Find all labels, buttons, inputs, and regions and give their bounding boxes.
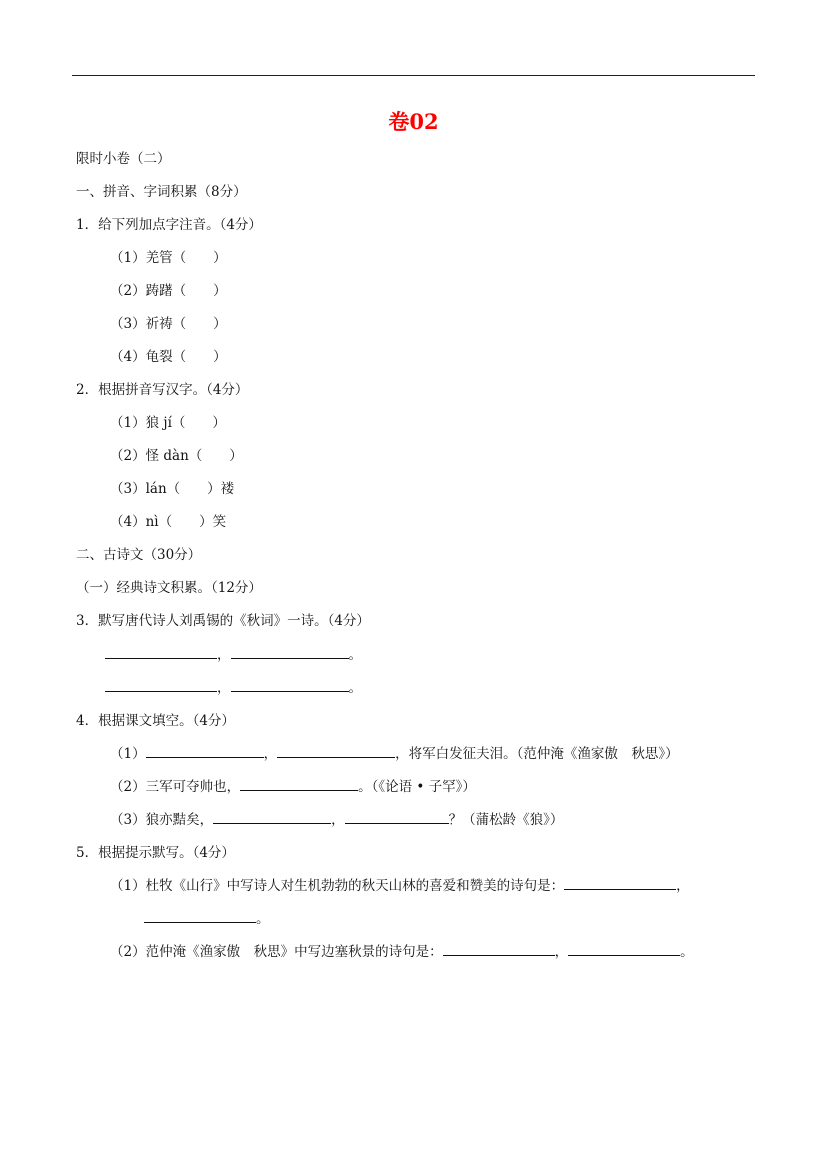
answer-blank[interactable] <box>231 646 349 659</box>
question-2: 2．根据拼音写汉字。（4分） <box>76 382 249 398</box>
answer-blank[interactable] <box>240 778 358 791</box>
fill-item-continued: 。 <box>144 910 270 928</box>
subtitle: 限时小卷（二） <box>76 151 171 167</box>
section-heading: 二、古诗文（30分） <box>76 547 202 563</box>
question-3: 3．默写唐代诗人刘禹锡的《秋词》一诗。（4分） <box>76 613 370 629</box>
list-item: （3）祈祷（ ） <box>110 316 227 332</box>
question-1: 1．给下列加点字注音。（4分） <box>76 217 262 233</box>
answer-line: ， 。 <box>105 646 362 664</box>
header-rule <box>72 75 755 76</box>
list-item: （3）lán（ ）褛 <box>110 481 235 497</box>
list-item: （4）龟裂（ ） <box>110 349 227 365</box>
question-5: 5．根据提示默写。（4分） <box>76 845 235 861</box>
list-item: （1）狼 jí（ ） <box>110 415 226 431</box>
answer-blank[interactable] <box>443 943 555 956</box>
list-item: （4）nì（ ）笑 <box>110 514 227 530</box>
answer-blank[interactable] <box>146 745 264 758</box>
answer-blank[interactable] <box>213 811 331 824</box>
fill-item: （2）范仲淹《渔家傲 秋思》中写边塞秋景的诗句是： ， 。 <box>110 944 694 960</box>
answer-blank[interactable] <box>277 745 395 758</box>
answer-blank[interactable] <box>231 679 349 692</box>
answer-line: ， 。 <box>105 679 362 697</box>
section-heading: 一、拼音、字词积累（8分） <box>76 184 247 200</box>
answer-blank[interactable] <box>105 679 217 692</box>
list-item: （1）羌管（ ） <box>110 250 227 266</box>
fill-item: （2）三军可夺帅也， 。（《论语 • 子罕》） <box>110 779 476 795</box>
answer-blank[interactable] <box>105 646 217 659</box>
list-item: （2）踌躇（ ） <box>110 283 227 299</box>
list-item: （2）怪 dàn（ ） <box>110 448 243 464</box>
fill-item: （3）狼亦黠矣， ， ？（蒲松龄《狼》） <box>110 812 564 828</box>
subsection-heading: （一）经典诗文积累。（12分） <box>76 580 262 596</box>
page-title: 卷02 <box>388 109 439 134</box>
fill-item: （1） ， ，将军白发征夫泪。（范仲淹《渔家傲 秋思》） <box>110 746 679 762</box>
fill-item: （1）杜牧《山行》中写诗人对生机勃勃的秋天山林的喜爱和赞美的诗句是： ， <box>110 878 690 894</box>
answer-blank[interactable] <box>345 811 449 824</box>
answer-blank[interactable] <box>568 943 680 956</box>
answer-blank[interactable] <box>564 877 676 890</box>
answer-blank[interactable] <box>144 910 256 923</box>
question-4: 4．根据课文填空。（4分） <box>76 713 235 729</box>
